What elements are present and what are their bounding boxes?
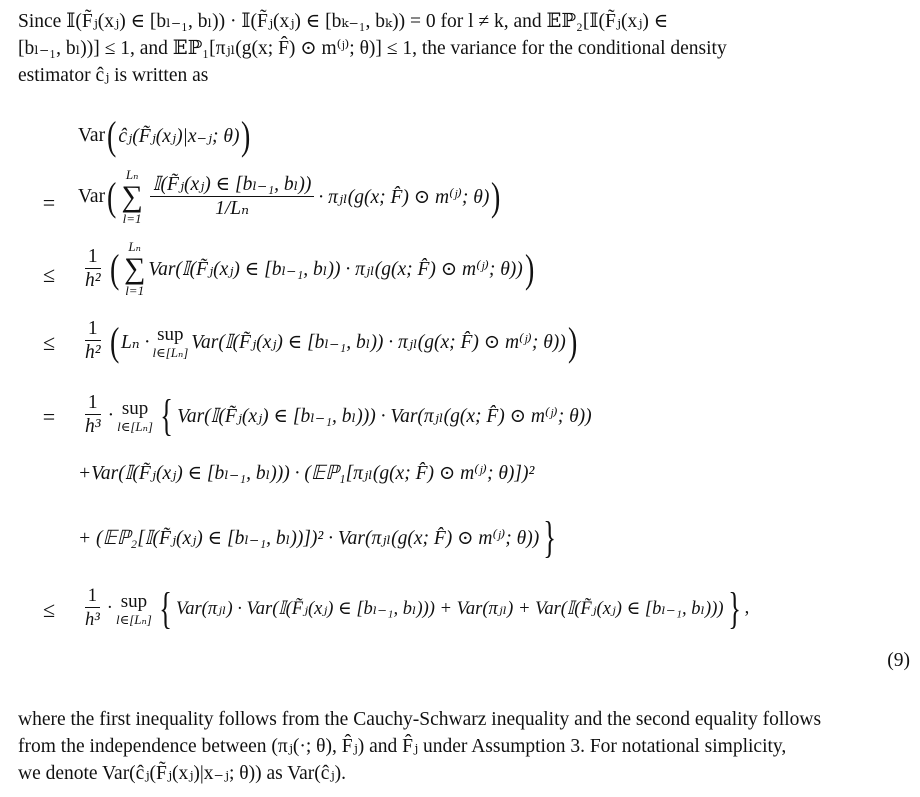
outro-paragraph [18, 706, 898, 787]
equation-row-6: + (𝔼ℙ₂[𝕀(F̃ⱼ(xⱼ) ∈ [bₗ₋₁, bₗ))])² · Var(πⱼₗ(g(x; F̂) ⊙ m⁽ʲ⁾; θ)) } [78, 513, 557, 562]
relation-symbol: ≤ [42, 262, 56, 287]
intro-line-1: Since 𝕀(F̃ⱼ(xⱼ) ∈ [bₗ₋₁, bₗ)) · 𝕀(F̃ⱼ(xⱼ) ∈ [bₖ₋₁, bₖ)) = 0 for l ≠ k, and 𝔼ℙ₂[𝕀(F̃ⱼ(xⱼ) ∈ [18, 11, 669, 32]
equation-row-2: ≤ $\frac{1}{\text{h²}}$ ( Lₙ ∑ l=1 Var(𝕀(F̃ⱼ(xⱼ) ∈ [bₗ₋₁, bₗ)) · πⱼₗ(g(x; F̂) ⊙ m⁽ʲ⁾; θ)) ) [0, 240, 920, 310]
equation-row-1: = Var ( Lₙ ∑ l=1 $\frac{\text{𝕀(F̃ⱼ(xⱼ) ∈ [bₗ₋₁, bₗ))}}{\text{1/Lₙ}}$ · πⱼₗ(g(x; F̂) ⊙ m⁽ʲ⁾; θ) ) [0, 168, 920, 238]
summation: Lₙ ∑ l=1 [121, 167, 143, 226]
summation: Lₙ ∑ l=1 [123, 239, 146, 298]
outro-line-1: where the first inequality follows from the Cauchy-Schwarz inequality and the second equality follows [18, 709, 822, 730]
coefficient: $\frac{1}{\text{h²}}$ [85, 318, 101, 363]
intro-line-2: [bₗ₋₁, bₗ))] ≤ 1, and 𝔼ℙ₁[πⱼₗ(g(x; F̂) ⊙ m⁽ʲ⁾; θ)] ≤ 1, the variance for the conditional density [18, 38, 727, 59]
intro-line-3: estimator ĉⱼ is written as [18, 65, 209, 86]
var-operator: Var [78, 125, 106, 146]
supremum: sup l∈[Lₙ] [152, 323, 189, 360]
var-argument: ĉⱼ(F̃ⱼ(xⱼ)|x₋ⱼ; θ) [118, 126, 240, 147]
outro-line-2: from the independence between (πⱼ(·; θ), F̂ⱼ) and F̂ⱼ under Assumption 3. For notational simplicity, [18, 736, 787, 757]
relation-symbol: ≤ [42, 330, 56, 355]
equation-row-5: +Var(𝕀(F̃ⱼ(xⱼ) ∈ [bₗ₋₁, bₗ))) · (𝔼ℙ₁[πⱼₗ(g(x; F̂) ⊙ m⁽ʲ⁾; θ)])² [78, 463, 535, 484]
coefficient: $\frac{1}{\text{h³}}$ [85, 392, 101, 437]
supremum: sup l∈[Lₙ] [115, 590, 152, 627]
equation-row-7: ≤ $\frac{1}{\text{h³}}$ · sup l∈[Lₙ] { Var(πⱼₗ) · Var(𝕀(F̃ⱼ(xⱼ) ∈ [bₗ₋₁, bₗ))) + Var(πⱼₗ) + Var(𝕀(F̃ⱼ(xⱼ) ∈ [bₗ₋₁, bₗ))) } , [0, 585, 920, 645]
relation-symbol: = [42, 190, 56, 215]
relation-symbol: ≤ [42, 597, 56, 622]
intro-paragraph [18, 8, 898, 89]
coefficient: $\frac{1}{\text{h³}}$ [85, 586, 100, 630]
equation-row-4: = $\frac{1}{\text{h³}}$ · sup l∈[Lₙ] { Var(𝕀(F̃ⱼ(xⱼ) ∈ [bₗ₋₁, bₗ))) · Var(πⱼₗ(g(x; F̂) ⊙ m⁽ʲ⁾; θ)) [0, 392, 920, 452]
equation-number: (9) [887, 650, 910, 671]
outro-line-3: we denote Var(ĉⱼ(F̃ⱼ(xⱼ)|x₋ⱼ; θ)) as Var(ĉⱼ). [18, 763, 346, 784]
fraction: $\frac{\text{𝕀(F̃ⱼ(xⱼ) ∈ [bₗ₋₁, bₗ))}}{\text{1/Lₙ}}$ [150, 174, 315, 221]
equation-row-lhs: Var ( ĉⱼ(F̃ⱼ(xⱼ)|x₋ⱼ; θ) ) [78, 113, 251, 158]
supremum: sup l∈[Lₙ] [117, 397, 153, 434]
equation-row-3: ≤ $\frac{1}{\text{h²}}$ ( Lₙ · sup l∈[Lₙ] Var(𝕀(F̃ⱼ(xⱼ) ∈ [bₗ₋₁, bₗ)) · πⱼₗ(g(x; F̂) ⊙ m⁽ʲ⁾; θ)) ) [0, 318, 920, 378]
relation-symbol: = [42, 404, 56, 429]
coefficient: $\frac{1}{\text{h²}}$ [85, 245, 101, 291]
